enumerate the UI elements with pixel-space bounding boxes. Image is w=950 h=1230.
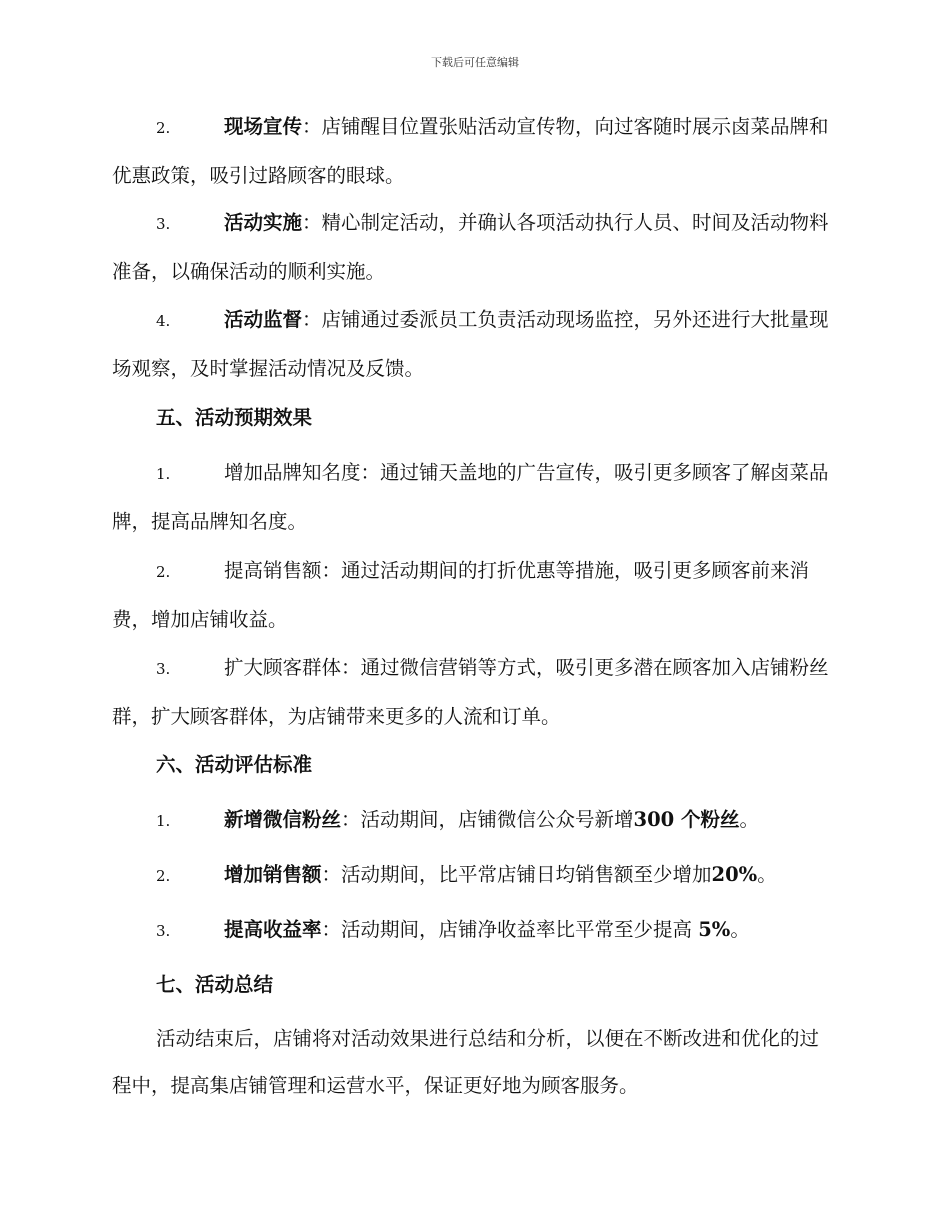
section-heading: 七、活动总结 <box>156 973 274 996</box>
item-number: 1. <box>156 465 171 483</box>
item-number: 4. <box>156 312 171 330</box>
list-item <box>112 449 834 545</box>
item-text: ：活动期间，店铺净收益率比平常至少提高 <box>321 918 699 941</box>
list-item <box>112 547 834 643</box>
item-text: ：精心制定活动，并确认各项活动执行人员、时间及活动物料准备，以确保活动的顺利实施。 <box>112 211 829 283</box>
item-text: ：店铺通过委派员工负责活动现场监控，另外还进行大批量现场观察，及时掌握活动情况及反馈。 <box>112 308 829 380</box>
item-text: ：店铺醒目位置张贴活动宣传物，向过客随时展示卤菜品牌和优惠政策，吸引过路顾客的眼球。 <box>112 115 829 187</box>
item-term: 增加销售额 <box>224 863 322 886</box>
item-target: 300 个粉丝 <box>633 808 740 831</box>
item-text: 提高销售额：通过活动期间的打折优惠等措施，吸引更多顾客前来消费，增加店铺收益。 <box>112 559 810 631</box>
list-item <box>112 199 834 295</box>
item-number: 2. <box>156 119 171 137</box>
item-term: 活动监督 <box>224 308 303 331</box>
item-term: 活动实施 <box>224 211 303 234</box>
list-item <box>112 644 834 740</box>
item-number: 3. <box>156 660 171 678</box>
list-item <box>112 796 834 845</box>
section-heading: 五、活动预期效果 <box>156 406 313 429</box>
item-end: 。 <box>730 918 750 941</box>
list-item <box>112 296 834 392</box>
item-number: 2. <box>156 563 171 581</box>
item-end: 。 <box>739 808 760 831</box>
item-term: 新增微信粉丝 <box>224 808 342 831</box>
item-term: 提高收益率 <box>224 918 322 941</box>
item-end: 。 <box>757 863 777 886</box>
item-target: 20% <box>711 863 758 886</box>
summary-paragraph: 活动结束后，店铺将对活动效果进行总结和分析，以便在不断改进和优化的过程中，提高集店铺管理和运营水平，保证更好地为顾客服务。 <box>112 1027 820 1097</box>
item-number: 1. <box>156 812 171 830</box>
item-text: 扩大顾客群体：通过微信营销等方式，吸引更多潜在顾客加入店铺粉丝群，扩大顾客群体，为店铺带来更多的人流和订单。 <box>112 656 829 728</box>
list-item <box>112 103 834 199</box>
item-number: 3. <box>156 215 171 233</box>
item-number: 3. <box>156 922 171 940</box>
item-text: 增加品牌知名度：通过铺天盖地的广告宣传，吸引更多顾客了解卤菜品牌，提高品牌知名度。 <box>112 461 829 533</box>
header-watermark: 下载后可任意编辑 <box>431 56 519 69</box>
section-heading: 六、活动评估标准 <box>156 753 313 776</box>
item-text: ：活动期间，比平常店铺日均销售额至少增加 <box>321 863 712 886</box>
item-target: 5% <box>698 918 731 941</box>
item-number: 2. <box>156 867 171 885</box>
item-term: 现场宣传 <box>224 115 303 138</box>
list-item <box>112 906 834 955</box>
item-text: ：活动期间，店铺微信公众号新增 <box>341 808 634 831</box>
list-item <box>112 851 834 900</box>
